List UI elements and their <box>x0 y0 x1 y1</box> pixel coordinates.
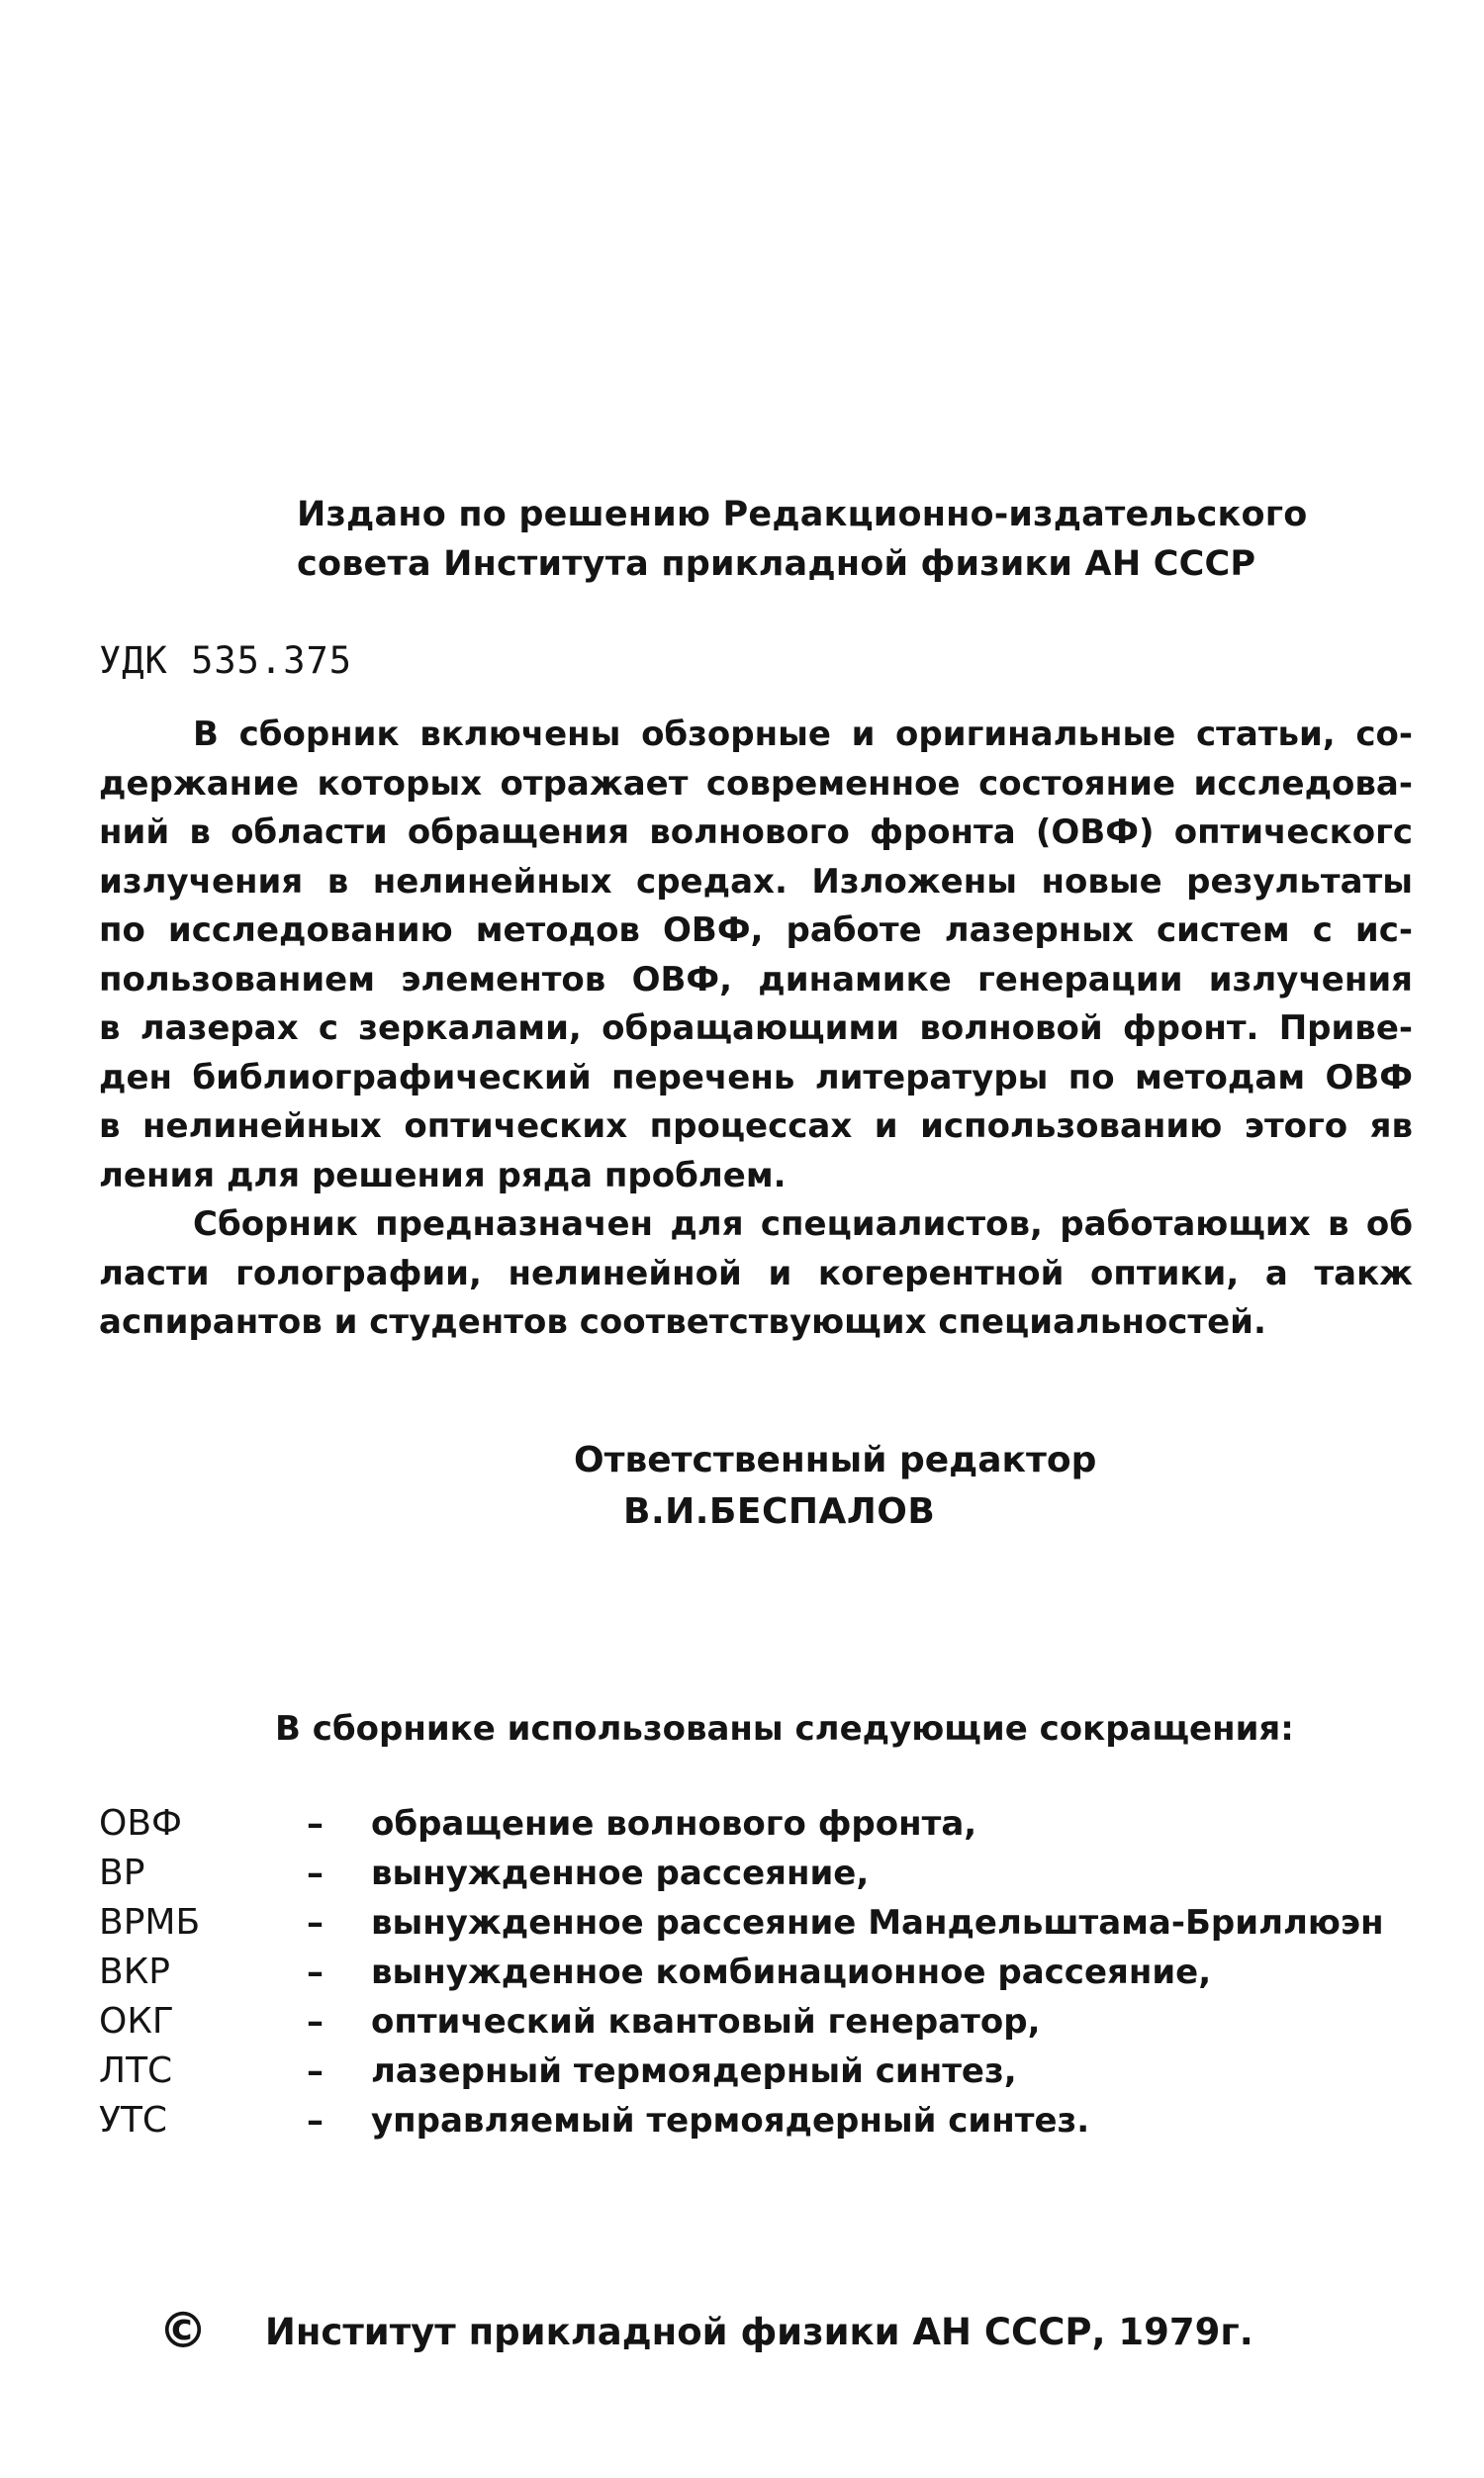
abbreviation-term: ОВФ <box>99 1803 183 1844</box>
abbreviation-row <box>99 1799 1444 1849</box>
editor-name: В.И.БЕСПАЛОВ <box>623 1491 936 1532</box>
abbreviation-term: ВКР <box>99 1952 170 1992</box>
abbreviation-meaning: вынужденное комбинационное рассеяние, <box>371 1953 1212 1992</box>
abstract <box>99 711 1415 1348</box>
abbreviation-row <box>99 1898 1444 1948</box>
abbreviation-row <box>99 2047 1444 2096</box>
abstract-line: ления для решения ряда проблем. <box>99 1155 787 1195</box>
copyright-icon: © <box>158 2302 208 2359</box>
abbreviation-dash: – <box>307 2002 324 2042</box>
abbreviation-meaning: управляемый термоядерный синтез. <box>371 2101 1090 2141</box>
abbreviation-row <box>99 1948 1444 1997</box>
copyright-line <box>158 2301 1253 2362</box>
publisher-note <box>297 490 1336 589</box>
abbreviation-dash: – <box>307 2051 324 2091</box>
abbreviation-meaning: обращение волнового фронта, <box>371 1804 977 1844</box>
abstract-line: ласти голографии, нелинейной и когерентной оптики, а такж <box>99 1253 1413 1293</box>
abbreviation-dash: – <box>307 1854 324 1893</box>
abstract-line: ден библиографический перечень литературы по методам ОВФ <box>99 1057 1413 1097</box>
abstract-line: в лазерах с зеркалами, обращающими волновой фронт. Приве- <box>99 1008 1413 1048</box>
abbreviation-dash: – <box>307 1804 324 1844</box>
abstract-line: аспирантов и студентов соответствующих специальностей. <box>99 1302 1266 1342</box>
editor-role: Ответственный редактор <box>574 1440 1097 1480</box>
publisher-note-line-2: совета Института прикладной физики АН СССР <box>297 544 1256 584</box>
abbreviation-term: ВР <box>99 1853 145 1893</box>
abstract-line: в нелинейных оптических процессах и использованию этого яв <box>99 1106 1413 1146</box>
abbreviation-row <box>99 1997 1444 2047</box>
abbreviation-term: УТС <box>99 2100 168 2141</box>
abstract-line: по исследованию методов ОВФ, работе лазерных систем с ис- <box>99 910 1413 950</box>
abstract-line: Сборник предназначен для специалистов, работающих в об <box>193 1204 1413 1244</box>
abbreviation-dash: – <box>307 2101 324 2141</box>
abstract-line: ний в области обращения волнового фронта (ОВФ) оптическогс <box>99 812 1413 852</box>
abbreviation-term: ОКГ <box>99 2001 174 2042</box>
abbreviation-term: ВРМБ <box>99 1902 201 1943</box>
abstract-line: В сборник включены обзорные и оригинальные статьи, со- <box>193 715 1413 754</box>
abstract-line: излучения в нелинейных средах. Изложены новые результаты <box>99 861 1413 902</box>
abbreviation-row <box>99 2096 1444 2145</box>
abbreviation-dash: – <box>307 1903 324 1943</box>
abbreviation-dash: – <box>307 1953 324 1992</box>
abbreviations-list <box>99 1799 1444 2145</box>
abbreviation-meaning: оптический квантовый генератор, <box>371 2002 1041 2042</box>
publisher-note-line-1: Издано по решению Редакционно-издательского <box>297 495 1308 534</box>
abstract-line: держание которых отражает современное состояние исследова- <box>99 763 1413 804</box>
responsible-editor <box>574 1435 1096 1538</box>
abbreviation-meaning: лазерный термоядерный синтез, <box>371 2051 1017 2091</box>
abstract-line: пользованием элементов ОВФ, динамике генерации излучения <box>99 959 1413 1000</box>
abbreviations-heading: В сборнике использованы следующие сокращения: <box>275 1709 1294 1749</box>
abbreviation-row <box>99 1849 1444 1898</box>
abbreviation-meaning: вынужденное рассеяние Мандельштама-Бриллюэн <box>371 1903 1384 1943</box>
copyright-text: Институт прикладной физики АН СССР, 1979г. <box>264 2311 1253 2353</box>
abbreviation-meaning: вынужденное рассеяние, <box>371 1854 870 1893</box>
abbreviation-term: ЛТС <box>99 2050 173 2091</box>
udk-code: УДК 535.375 <box>99 639 353 682</box>
